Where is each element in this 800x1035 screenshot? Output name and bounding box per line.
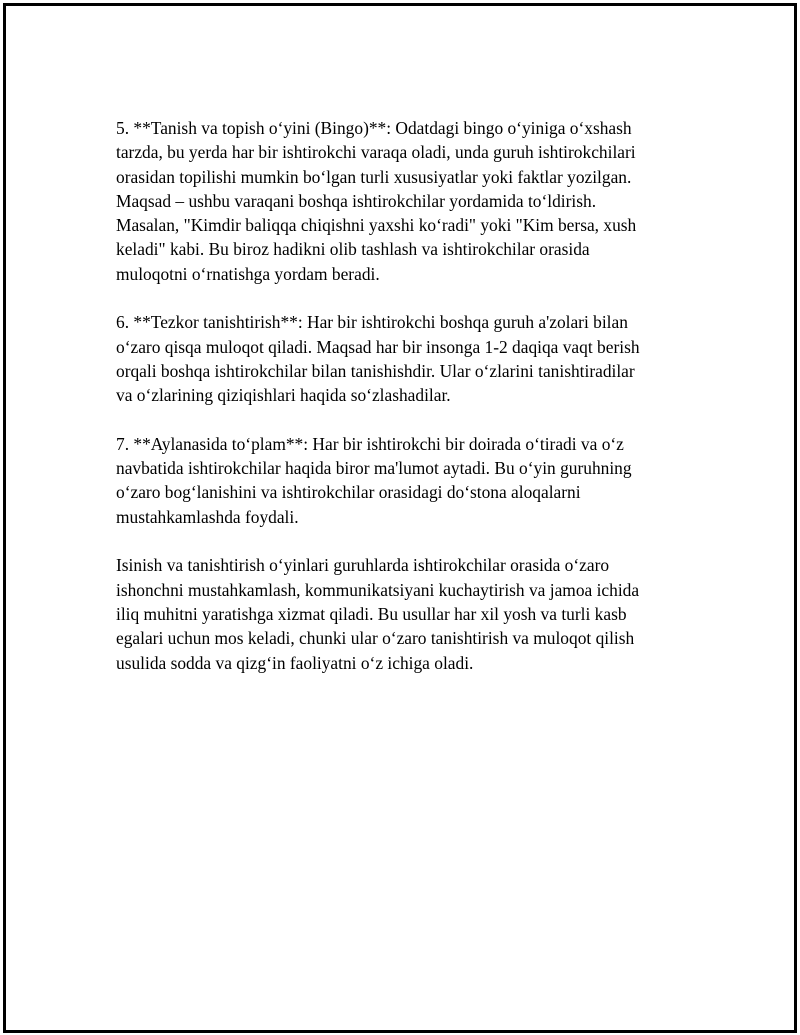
text-line: egalari uchun mos keladi, chunki ular o‘zaro tanishtirish va muloqot qilish (116, 628, 635, 649)
text-line: iliq muhitni yaratishga xizmat qiladi. Bu usullar har xil yosh va turli kasb (116, 603, 627, 624)
text-line: 7. **Aylanasida to‘plam**: Har bir ishtirokchi bir doirada o‘tiradi va o‘z (116, 433, 624, 454)
text-line: orasidan topilishi mumkin bo‘lgan turli xususiyatlar yoki faktlar yozilgan. (116, 166, 632, 187)
text-line: Maqsad – ushbu varaqani boshqa ishtirokchilar yordamida to‘ldirish. (116, 190, 597, 211)
paragraph-bingo (116, 116, 676, 286)
text-line: navbatida ishtirokchilar haqida biror ma'lumot aytadi. Bu o‘yin guruhning (116, 458, 632, 479)
text-line: o‘zaro qisqa muloqot qiladi. Maqsad har bir insonga 1-2 daqiqa vaqt berish (116, 336, 640, 357)
text-line: tarzda, bu yerda har bir ishtirokchi varaqa oladi, unda guruh ishtirokchilari (116, 142, 636, 163)
text-line: ishonchni mustahkamlash, kommunikatsiyani kuchaytirish va jamoa ichida (116, 579, 640, 600)
paragraph-circle (116, 432, 676, 529)
text-line: usulida sodda va qizg‘in faoliyatni o‘z ichiga oladi. (116, 652, 474, 673)
text-line: va o‘zlarining qiziqishlari haqida so‘zlashadilar. (116, 385, 451, 406)
text-line: Isinish va tanishtirish o‘yinlari guruhlarda ishtirokchilar orasida o‘zaro (116, 555, 610, 576)
text-line: 6. **Tezkor tanishtirish**: Har bir ishtirokchi boshqa guruh a'zolari bilan (116, 312, 628, 333)
text-line: keladi" kabi. Bu biroz hadikni olib tashlash va ishtirokchilar orasida (116, 239, 590, 260)
paragraph-conclusion (116, 553, 676, 674)
text-line: o‘zaro bog‘lanishini va ishtirokchilar orasidagi do‘stona aloqalarni (116, 482, 581, 503)
paragraph-speed-intro (116, 310, 676, 407)
text-line: mustahkamlashda foydali. (116, 506, 299, 527)
text-line: orqali boshqa ishtirokchilar bilan tanishishdir. Ular o‘zlarini tanishtiradilar (116, 360, 635, 381)
text-line: muloqotni o‘rnatishga yordam beradi. (116, 263, 380, 284)
text-line: Masalan, "Kimdir baliqqa chiqishni yaxshi ko‘radi" yoki "Kim bersa, xush (116, 215, 637, 236)
document-body (116, 116, 676, 699)
text-line: 5. **Tanish va topish o‘yini (Bingo)**: Odatdagi bingo o‘yiniga o‘xshash (116, 118, 632, 138)
